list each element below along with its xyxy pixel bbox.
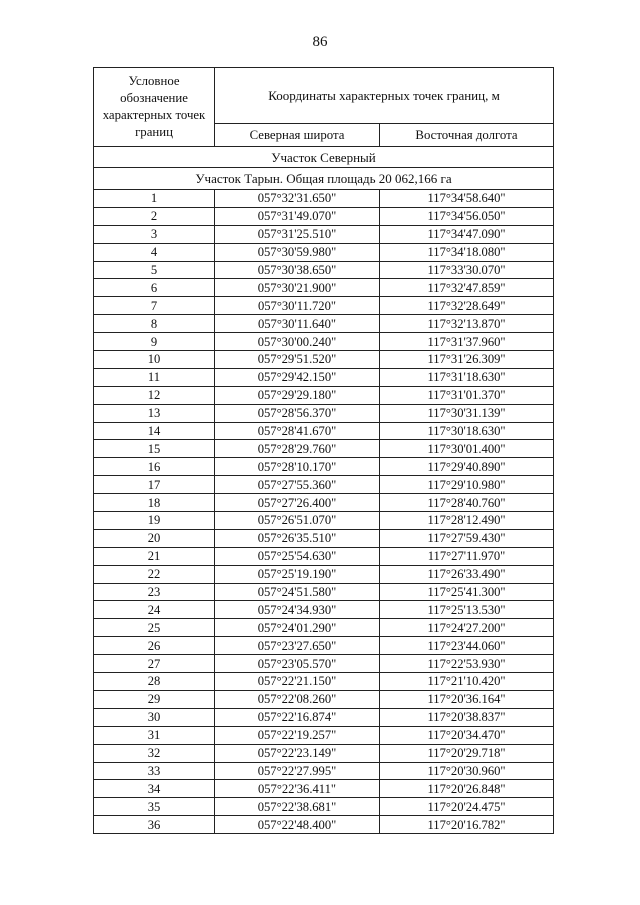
longitude-cell: 117°29'40.890" [380, 458, 554, 476]
latitude-cell: 057°28'56.370" [215, 404, 380, 422]
longitude-cell: 117°30'31.139" [380, 404, 554, 422]
latitude-cell: 057°28'41.670" [215, 422, 380, 440]
point-number: 35 [94, 798, 215, 816]
point-number: 8 [94, 315, 215, 333]
longitude-cell: 117°32'47.859" [380, 279, 554, 297]
longitude-cell: 117°25'13.530" [380, 601, 554, 619]
longitude-cell: 117°22'53.930" [380, 655, 554, 673]
longitude-cell: 117°28'12.490" [380, 512, 554, 530]
latitude-cell: 057°22'36.411" [215, 780, 380, 798]
point-number: 20 [94, 529, 215, 547]
table-row [94, 655, 554, 673]
latitude-cell: 057°22'16.874" [215, 708, 380, 726]
longitude-cell: 117°28'40.760" [380, 494, 554, 512]
point-number: 27 [94, 655, 215, 673]
section-title: Участок Северный [94, 147, 554, 168]
table-row [94, 529, 554, 547]
longitude-cell: 117°27'11.970" [380, 547, 554, 565]
latitude-cell: 057°22'21.150" [215, 673, 380, 691]
latitude-cell: 057°27'26.400" [215, 494, 380, 512]
point-number: 23 [94, 583, 215, 601]
latitude-cell: 057°25'54.630" [215, 547, 380, 565]
point-number: 6 [94, 279, 215, 297]
table-row [94, 476, 554, 494]
table-row [94, 458, 554, 476]
longitude-cell: 117°20'30.960" [380, 762, 554, 780]
latitude-cell: 057°22'48.400" [215, 816, 380, 834]
longitude-cell: 117°20'36.164" [380, 690, 554, 708]
point-number: 29 [94, 690, 215, 708]
table-row [94, 422, 554, 440]
table-row [94, 637, 554, 655]
point-number: 28 [94, 673, 215, 691]
longitude-cell: 117°31'26.309" [380, 351, 554, 369]
header-longitude: Восточная долгота [380, 124, 554, 147]
latitude-cell: 057°28'29.760" [215, 440, 380, 458]
longitude-cell: 117°23'44.060" [380, 637, 554, 655]
table-row [94, 798, 554, 816]
latitude-cell: 057°28'10.170" [215, 458, 380, 476]
table-row [94, 368, 554, 386]
latitude-cell: 057°22'38.681" [215, 798, 380, 816]
table-row [94, 619, 554, 637]
table-row [94, 494, 554, 512]
table-row [94, 816, 554, 834]
point-number: 26 [94, 637, 215, 655]
table-row [94, 583, 554, 601]
latitude-cell: 057°22'23.149" [215, 744, 380, 762]
table-row [94, 333, 554, 351]
data-rows [94, 190, 554, 834]
header-coordinates: Координаты характерных точек границ, м [215, 68, 554, 124]
table-row [94, 225, 554, 243]
table-row [94, 780, 554, 798]
longitude-cell: 117°24'27.200" [380, 619, 554, 637]
latitude-cell: 057°27'55.360" [215, 476, 380, 494]
page-number: 86 [312, 34, 328, 50]
point-number: 13 [94, 404, 215, 422]
longitude-cell: 117°20'16.782" [380, 816, 554, 834]
point-number: 36 [94, 816, 215, 834]
latitude-cell: 057°23'27.650" [215, 637, 380, 655]
point-number: 10 [94, 351, 215, 369]
longitude-cell: 117°29'10.980" [380, 476, 554, 494]
header-latitude: Северная широта [215, 124, 380, 147]
table-row [94, 565, 554, 583]
point-number: 2 [94, 207, 215, 225]
point-number: 32 [94, 744, 215, 762]
table-row [94, 386, 554, 404]
point-number: 25 [94, 619, 215, 637]
point-number: 14 [94, 422, 215, 440]
latitude-cell: 057°23'05.570" [215, 655, 380, 673]
latitude-cell: 057°30'00.240" [215, 333, 380, 351]
point-number: 16 [94, 458, 215, 476]
longitude-cell: 117°32'13.870" [380, 315, 554, 333]
point-number: 24 [94, 601, 215, 619]
point-number: 33 [94, 762, 215, 780]
point-number: 4 [94, 243, 215, 261]
longitude-cell: 117°31'37.960" [380, 333, 554, 351]
table-row [94, 351, 554, 369]
table-row [94, 762, 554, 780]
table-row [94, 207, 554, 225]
latitude-cell: 057°31'25.510" [215, 225, 380, 243]
header-legend: Условное обозначение характерных точек границ [94, 68, 215, 147]
latitude-cell: 057°31'49.070" [215, 207, 380, 225]
longitude-cell: 117°20'24.475" [380, 798, 554, 816]
latitude-cell: 057°29'29.180" [215, 386, 380, 404]
table-row [94, 547, 554, 565]
latitude-cell: 057°22'08.260" [215, 690, 380, 708]
table-row [94, 261, 554, 279]
table-row [94, 601, 554, 619]
point-number: 7 [94, 297, 215, 315]
point-number: 34 [94, 780, 215, 798]
longitude-cell: 117°34'56.050" [380, 207, 554, 225]
latitude-cell: 057°30'38.650" [215, 261, 380, 279]
longitude-cell: 117°32'28.649" [380, 297, 554, 315]
latitude-cell: 057°25'19.190" [215, 565, 380, 583]
latitude-cell: 057°30'21.900" [215, 279, 380, 297]
longitude-cell: 117°34'47.090" [380, 225, 554, 243]
point-number: 21 [94, 547, 215, 565]
longitude-cell: 117°25'41.300" [380, 583, 554, 601]
table-row [94, 744, 554, 762]
latitude-cell: 057°24'01.290" [215, 619, 380, 637]
table-row [94, 297, 554, 315]
table-row [94, 512, 554, 530]
longitude-cell: 117°31'18.630" [380, 368, 554, 386]
longitude-cell: 117°20'29.718" [380, 744, 554, 762]
longitude-cell: 117°21'10.420" [380, 673, 554, 691]
table-row [94, 404, 554, 422]
point-number: 9 [94, 333, 215, 351]
point-number: 15 [94, 440, 215, 458]
point-number: 3 [94, 225, 215, 243]
table-row [94, 243, 554, 261]
latitude-cell: 057°30'11.720" [215, 297, 380, 315]
point-number: 22 [94, 565, 215, 583]
table-row [94, 708, 554, 726]
table-row [94, 690, 554, 708]
latitude-cell: 057°26'51.070" [215, 512, 380, 530]
point-number: 30 [94, 708, 215, 726]
table-row [94, 279, 554, 297]
point-number: 17 [94, 476, 215, 494]
point-number: 12 [94, 386, 215, 404]
latitude-cell: 057°24'34.930" [215, 601, 380, 619]
longitude-cell: 117°27'59.430" [380, 529, 554, 547]
longitude-cell: 117°20'38.837" [380, 708, 554, 726]
point-number: 18 [94, 494, 215, 512]
table-row [94, 726, 554, 744]
longitude-cell: 117°31'01.370" [380, 386, 554, 404]
table-row [94, 190, 554, 208]
point-number: 19 [94, 512, 215, 530]
latitude-cell: 057°24'51.580" [215, 583, 380, 601]
point-number: 1 [94, 190, 215, 208]
latitude-cell: 057°26'35.510" [215, 529, 380, 547]
latitude-cell: 057°29'51.520" [215, 351, 380, 369]
table-row [94, 315, 554, 333]
table-row [94, 673, 554, 691]
longitude-cell: 117°26'33.490" [380, 565, 554, 583]
longitude-cell: 117°34'58.640" [380, 190, 554, 208]
latitude-cell: 057°30'11.640" [215, 315, 380, 333]
longitude-cell: 117°34'18.080" [380, 243, 554, 261]
table-row [94, 440, 554, 458]
longitude-cell: 117°30'01.400" [380, 440, 554, 458]
point-number: 31 [94, 726, 215, 744]
latitude-cell: 057°30'59.980" [215, 243, 380, 261]
point-number: 11 [94, 368, 215, 386]
latitude-cell: 057°22'27.995" [215, 762, 380, 780]
latitude-cell: 057°22'19.257" [215, 726, 380, 744]
point-number: 5 [94, 261, 215, 279]
latitude-cell: 057°32'31.650" [215, 190, 380, 208]
longitude-cell: 117°20'34.470" [380, 726, 554, 744]
longitude-cell: 117°33'30.070" [380, 261, 554, 279]
latitude-cell: 057°29'42.150" [215, 368, 380, 386]
longitude-cell: 117°20'26.848" [380, 780, 554, 798]
area-title: Участок Тарын. Общая площадь 20 062,166 га [94, 168, 554, 190]
coordinates-table [93, 67, 554, 834]
longitude-cell: 117°30'18.630" [380, 422, 554, 440]
